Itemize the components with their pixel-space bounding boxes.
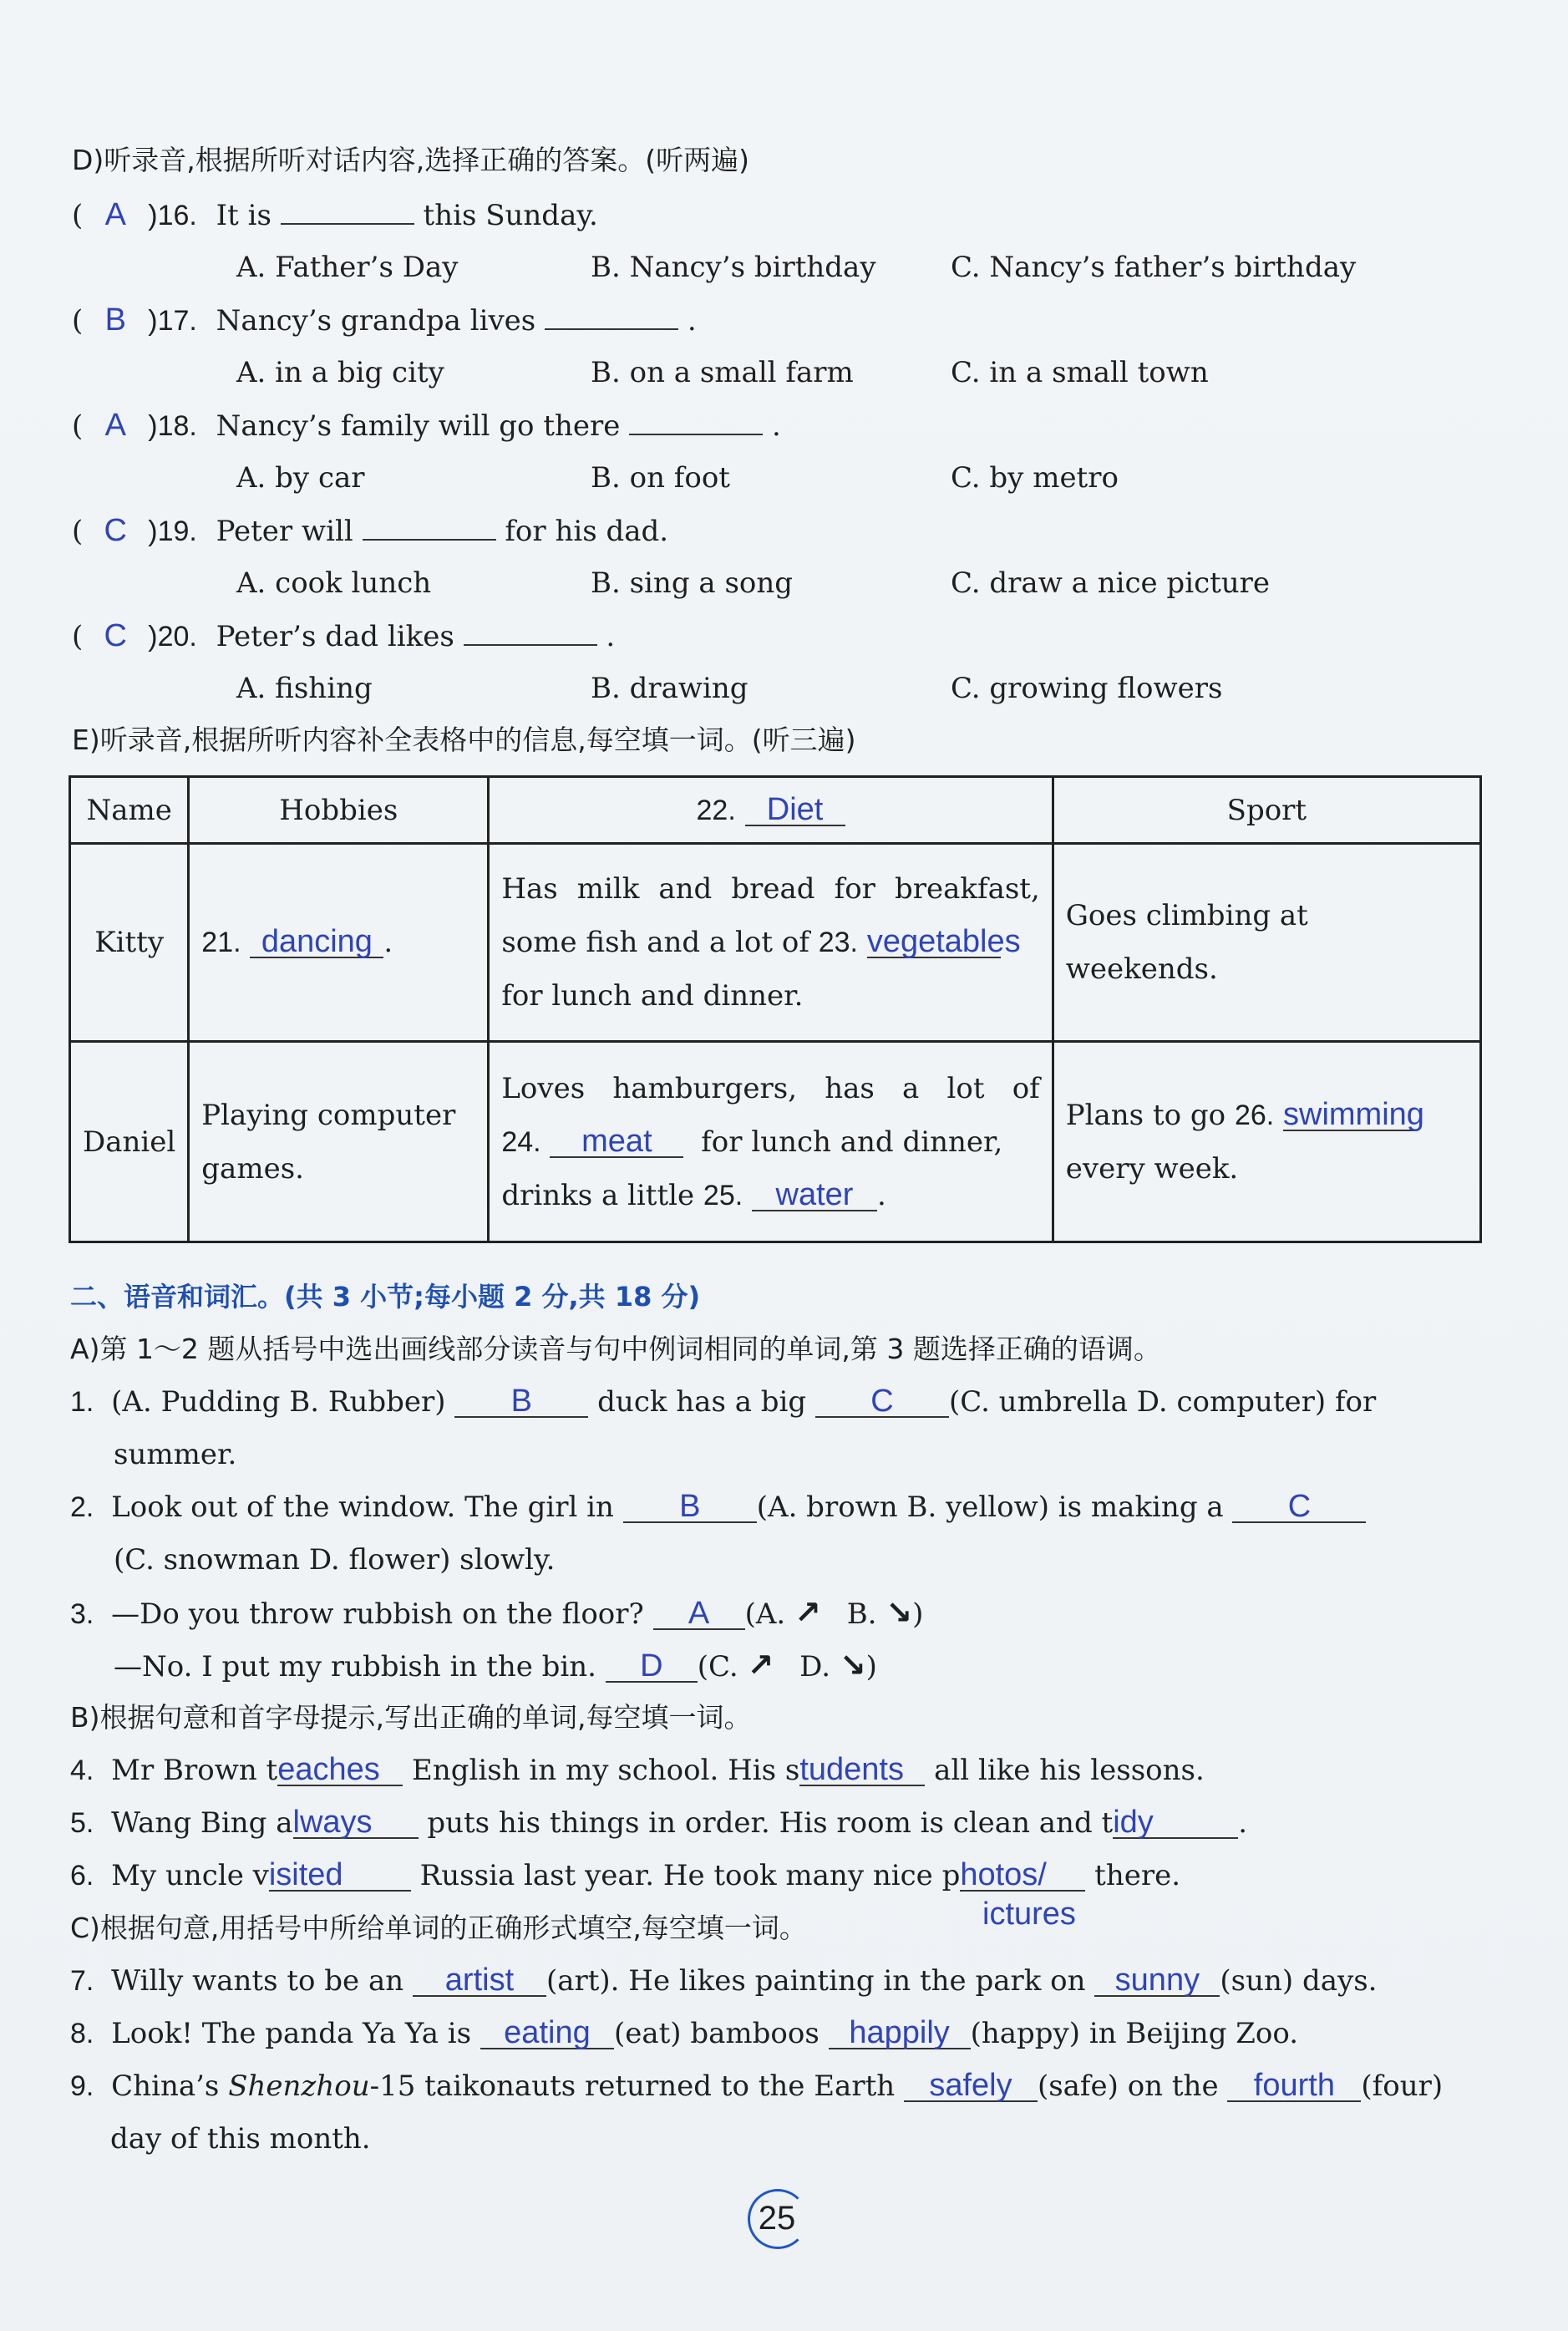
header-diet: 22. Diet: [489, 777, 1053, 844]
vocab-question-8: 8. Look! The panda Ya Ya is eating (eat) bamboos happily (happy) in Beijing Zoo.: [70, 2015, 1299, 2050]
kitty-sport: Goes climbing at weekends.: [1053, 844, 1480, 1042]
blank-16[interactable]: [281, 200, 414, 225]
question-20: ( C )20. Peter’s dad likes .: [72, 618, 616, 653]
answer-19[interactable]: C: [104, 513, 127, 548]
header-name: Name: [70, 777, 189, 844]
info-table: [69, 775, 1482, 1243]
vocab-answer-6b-cont[interactable]: ictures: [982, 1897, 1076, 1932]
vocab-answer-7a[interactable]: artist: [413, 1965, 546, 1997]
vocab-question-1: 1. (A. Pudding B. Rubber) B duck has a big C (C. umbrella D. computer) for: [70, 1384, 1377, 1419]
question-17: ( B )17. Nancy’s grandpa lives .: [72, 302, 697, 338]
options-20-c: C. growing flowers: [951, 672, 1223, 705]
rising-arrow-icon: ↗: [747, 1647, 774, 1684]
options-16-c: C. Nancy’s father’s birthday: [951, 251, 1357, 284]
part-2-title: 二、语音和词汇。(共 3 小节;每小题 2 分,共 18 分): [70, 1281, 701, 1313]
vocab-question-7: 7. Willy wants to be an artist (art). He likes painting in the park on sunny (sun) days.: [70, 1963, 1378, 1998]
rising-arrow-icon: ↗: [794, 1594, 821, 1631]
vocab-answer-2a[interactable]: B: [623, 1491, 757, 1523]
daniel-sport: Plans to go 26. swimming every week.: [1053, 1042, 1480, 1242]
options-18-a: A. by car: [236, 461, 365, 495]
options-19-c: C. draw a nice picture: [951, 566, 1271, 600]
options-19-a: A. cook lunch: [236, 566, 432, 600]
vocab-question-2: 2. Look out of the window. The girl in B (A. brown B. yellow) is making a C: [70, 1491, 1366, 1524]
blank-20[interactable]: [464, 621, 597, 646]
vocab-answer-5b[interactable]: idy: [1113, 1807, 1238, 1839]
table-row-daniel: [70, 1042, 1481, 1242]
section-e-heading: E)听录音,根据所听内容补全表格中的信息,每空填一词。(听三遍): [72, 724, 856, 756]
vocab-answer-4a[interactable]: eaches: [277, 1755, 403, 1786]
vocab-answer-6b[interactable]: hotos/: [960, 1860, 1085, 1892]
vocab-question-5: 5. Wang Bing always puts his things in order. His room is clean and tidy .: [70, 1805, 1247, 1840]
options-18-b: B. on foot: [591, 461, 730, 495]
vocab-answer-1b[interactable]: C: [815, 1386, 949, 1418]
blank-18[interactable]: [629, 410, 763, 435]
falling-arrow-icon: ↘: [839, 1647, 866, 1684]
answer-17[interactable]: B: [104, 302, 126, 338]
vocab-answer-3b[interactable]: D: [606, 1651, 698, 1683]
options-16-a: A. Father’s Day: [236, 251, 459, 284]
vocab-question-1-cont: summer.: [114, 1438, 237, 1471]
falling-arrow-icon: ↘: [885, 1594, 913, 1631]
vocab-answer-1a[interactable]: B: [454, 1386, 588, 1418]
options-17-c: C. in a small town: [951, 356, 1209, 389]
question-19: ( C )19. Peter will for his dad.: [72, 513, 669, 548]
vocab-answer-4b[interactable]: tudents: [799, 1755, 925, 1786]
options-16-b: B. Nancy’s birthday: [591, 251, 876, 284]
kitty-name: Kitty: [70, 844, 189, 1042]
vocab-question-6: 6. My uncle visited Russia last year. He took many nice photos/ there.: [70, 1857, 1181, 1892]
vocab-question-3-cont: —No. I put my rubbish in the bin. D (C. ↗ D. ↘): [114, 1647, 877, 1684]
header-sport: Sport: [1053, 777, 1480, 844]
daniel-hobbies: Playing computer games.: [189, 1042, 489, 1242]
header-hobbies: Hobbies: [189, 777, 489, 844]
kitty-diet: Has milk and bread for breakfast, some fish and a lot of 23. vegetables for lunch and dinner.: [489, 844, 1053, 1042]
question-16: ( A )16. It is this Sunday.: [72, 197, 598, 232]
vocab-answer-6a[interactable]: isited: [269, 1860, 411, 1892]
vocab-answer-3a[interactable]: A: [653, 1598, 745, 1630]
answer-16[interactable]: A: [104, 197, 126, 232]
question-18: ( A )18. Nancy’s family will go there .: [72, 408, 781, 443]
options-19-b: B. sing a song: [591, 566, 794, 600]
page-number: 25: [743, 2189, 810, 2256]
table-header-row: [70, 777, 1481, 844]
vocab-answer-2b[interactable]: C: [1232, 1491, 1366, 1523]
vocab-question-3: 3. —Do you throw rubbish on the floor? A (A. ↗ B. ↘): [70, 1594, 924, 1631]
answer-25[interactable]: water: [752, 1180, 877, 1211]
kitty-hobbies: 21. dancing .: [189, 844, 489, 1042]
vocab-answer-8b[interactable]: happily: [829, 2018, 971, 2049]
answer-21[interactable]: dancing: [250, 927, 383, 958]
blank-17[interactable]: [545, 305, 678, 330]
vocab-question-2-cont: (C. snowman D. flower) slowly.: [114, 1543, 556, 1577]
part-2-c-heading: C)根据句意,用括号中所给单词的正确形式填空,每空填一词。: [70, 1912, 807, 1944]
answer-26[interactable]: swimming: [1283, 1096, 1424, 1132]
vocab-question-4: 4. Mr Brown teaches English in my school. His students all like his lessons.: [70, 1752, 1205, 1787]
vocab-answer-7b[interactable]: sunny: [1094, 1965, 1220, 1997]
options-20-b: B. drawing: [591, 672, 748, 705]
answer-23[interactable]: vegetables: [866, 924, 1021, 959]
answer-22[interactable]: Diet: [745, 795, 845, 826]
vocab-question-9-cont: day of this month.: [110, 2122, 371, 2156]
answer-20[interactable]: C: [104, 618, 127, 653]
part-2-b-heading: B)根据句意和首字母提示,写出正确的单词,每空填一词。: [70, 1701, 752, 1734]
options-17-a: A. in a big city: [236, 356, 444, 389]
answer-24[interactable]: meat: [550, 1126, 683, 1158]
vocab-answer-5a[interactable]: lways: [293, 1807, 419, 1839]
vocab-answer-8a[interactable]: eating: [480, 2018, 614, 2049]
answer-18[interactable]: A: [104, 408, 126, 443]
section-d-heading: D)听录音,根据所听对话内容,选择正确的答案。(听两遍): [72, 144, 750, 176]
vocab-answer-9b[interactable]: fourth: [1227, 2070, 1361, 2102]
options-18-c: C. by metro: [951, 461, 1119, 495]
part-2-a-heading: A)第 1～2 题从括号中选出画线部分读音与句中例词相同的单词,第 3 题选择正确的语调。: [70, 1333, 1161, 1365]
table-row-kitty: [70, 844, 1481, 1042]
vocab-question-9: 9. China’s Shenzhou-15 taikonauts returned to the Earth safely (safe) on the fourth (four): [70, 2068, 1444, 2103]
daniel-name: Daniel: [70, 1042, 189, 1242]
options-17-b: B. on a small farm: [591, 356, 854, 389]
blank-19[interactable]: [363, 515, 496, 541]
daniel-diet: Loves hamburgers, has a lot of 24. meat for lunch and dinner, drinks a little 25. water .: [489, 1042, 1053, 1242]
vocab-answer-9a[interactable]: safely: [904, 2070, 1038, 2102]
options-20-a: A. fishing: [236, 672, 373, 705]
